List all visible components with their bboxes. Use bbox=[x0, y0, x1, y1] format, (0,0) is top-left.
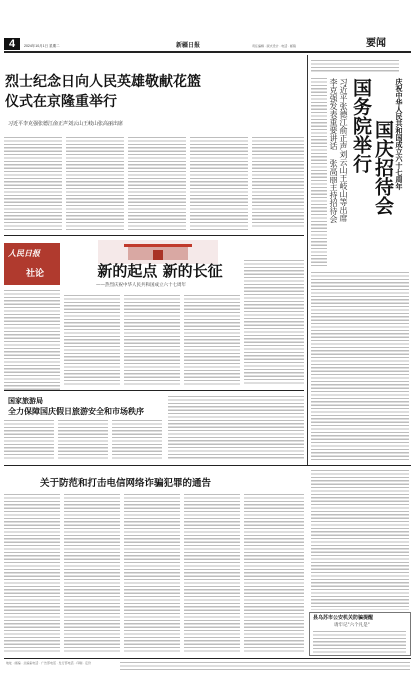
editorial-body-col2 bbox=[124, 295, 180, 385]
right-headline-col1: 国务院举行 bbox=[350, 78, 372, 173]
editorial-body-col4 bbox=[244, 260, 304, 385]
lead-headline-line1: 烈士纪念日向人民英雄敬献花篮 bbox=[5, 74, 201, 90]
notice-headline: 关于防范和打击电信网络诈骗犯罪的通告 bbox=[40, 478, 212, 489]
lead-body-col1 bbox=[4, 137, 62, 231]
notice-body-col5 bbox=[244, 494, 304, 652]
date-line: 2024年10月1日 星期二 bbox=[24, 44, 60, 48]
right-column-divider bbox=[307, 55, 308, 465]
editorial-sidebar-text bbox=[4, 290, 60, 390]
editorial-logo-text: 人民日报 bbox=[8, 248, 40, 258]
right-subheadline-col1: 习近平张德江俞正声刘云山王岐山等出席 bbox=[339, 78, 348, 222]
editorial-bottom-rule bbox=[4, 390, 304, 391]
lead-body-col2 bbox=[66, 137, 124, 231]
tourism-bottom-rule bbox=[4, 465, 411, 466]
editorial-body-col3 bbox=[184, 295, 240, 385]
editorial-body-col1 bbox=[64, 295, 120, 385]
header-rule bbox=[4, 51, 411, 53]
footer-text: 地址 · 邮编 · 总编室电话 · 广告部电话 · 发行部电话 · 印刷 · 定价 bbox=[6, 661, 91, 665]
lead-body-col4 bbox=[190, 137, 248, 231]
masthead-logo: 新疆日报 bbox=[176, 42, 201, 49]
tourism-headline-line2: 全力保障国庆假日旅游安全和市场秩序 bbox=[8, 406, 144, 416]
right-body-text bbox=[311, 272, 409, 462]
notice-body-col3 bbox=[124, 494, 180, 652]
lead-headline bbox=[5, 72, 295, 112]
right-vertical-text-left bbox=[311, 78, 327, 268]
right-lower-text bbox=[311, 470, 409, 610]
lead-bottom-rule bbox=[4, 235, 304, 236]
page-header bbox=[0, 0, 415, 52]
sidebar-box-subtitle: 请牢记"六个凡是" bbox=[334, 623, 370, 628]
sidebar-box bbox=[309, 612, 411, 656]
sidebar-box-title: 县乌苏市公安机关防骗提醒 bbox=[313, 615, 374, 621]
notice-body-col4 bbox=[184, 494, 240, 652]
editorial-headline: 新的起点 新的长征 bbox=[97, 262, 223, 280]
tourism-body-col3 bbox=[112, 420, 162, 460]
footer-rule bbox=[4, 658, 411, 659]
lead-subheadline: 习近平李克强张德江俞正声刘云山王岐山张高丽出席 bbox=[8, 121, 124, 127]
page-number: 4 bbox=[4, 38, 20, 50]
notice-body-col2 bbox=[64, 494, 120, 652]
notice-body-col1 bbox=[4, 494, 60, 652]
tourism-body-col2 bbox=[58, 420, 108, 460]
right-subheadline-col2: 李克强发表重要讲话 张高丽主持招待会 bbox=[329, 78, 338, 223]
side-story-text bbox=[168, 396, 304, 460]
tourism-headline-line1: 国家旅游局 bbox=[8, 396, 43, 405]
right-headline-col2: 国庆招待会 bbox=[372, 120, 394, 215]
lead-body-col3 bbox=[128, 137, 186, 231]
footer-text-lines bbox=[120, 662, 410, 670]
right-top-text bbox=[311, 60, 399, 72]
editorial-subtitle: ——热烈庆祝中华人民共和国成立六十七周年 bbox=[96, 283, 186, 288]
sidebar-box-text bbox=[313, 631, 406, 653]
tourism-body-col1 bbox=[4, 420, 54, 460]
section-label: 要闻 bbox=[366, 38, 386, 49]
right-kicker: 庆祝中华人民共和国成立六十七周年 bbox=[395, 78, 403, 190]
lead-body-col5 bbox=[252, 137, 304, 227]
editor-line: 责任编辑 · 版式设计 · 电话 · 邮箱 bbox=[252, 44, 296, 48]
editorial-logo bbox=[4, 243, 60, 285]
lead-headline-line2: 仪式在京隆重举行 bbox=[5, 94, 117, 110]
editorial-gate-illustration bbox=[98, 240, 218, 264]
editorial-logo-label: 社论 bbox=[26, 269, 45, 279]
